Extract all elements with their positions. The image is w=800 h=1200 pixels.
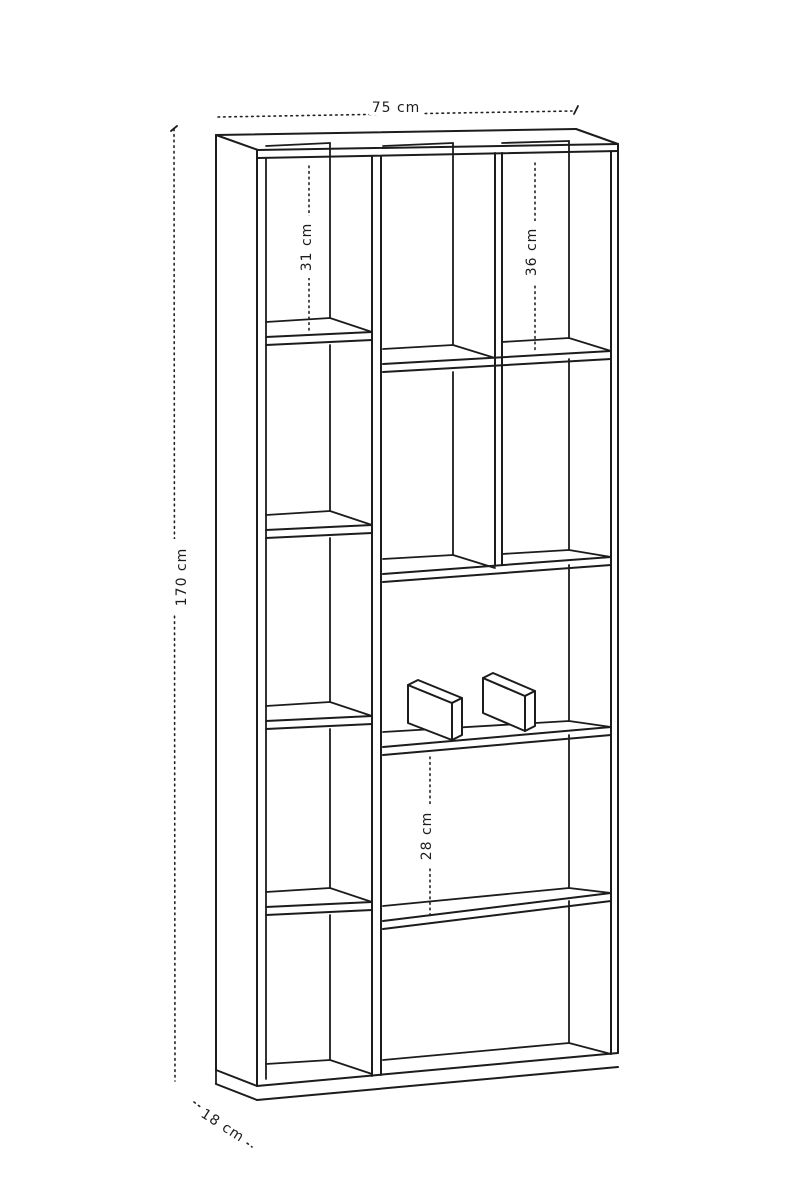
upper-partition: [495, 153, 502, 566]
dim-width-label: 75 cm: [371, 100, 421, 116]
dim-depth: [194, 1102, 252, 1148]
right-side-panel: [611, 144, 618, 1054]
dim-middle-compartment: [417, 757, 435, 916]
dim-left-compartment: [297, 166, 315, 333]
dim-right-compartment-label: 36 cm: [524, 227, 540, 277]
dim-middle-compartment-label: 28 cm: [419, 811, 435, 861]
left-side-panel: [216, 135, 266, 1086]
top-panel: [216, 129, 618, 158]
dim-right-compartment: [522, 163, 540, 351]
center-divider: [372, 156, 381, 1076]
bookend-right: [483, 673, 535, 731]
dim-depth-label: 18 cm: [197, 1105, 248, 1146]
dim-width: [218, 98, 578, 117]
dim-height: [171, 126, 190, 1081]
bookend-left: [408, 680, 462, 740]
left-column-shelves: [266, 143, 372, 1074]
right-section-shelves: [383, 141, 611, 1060]
dim-left-compartment-label: 31 cm: [299, 222, 315, 272]
dim-height-label: 170 cm: [174, 547, 190, 607]
base-panel: [216, 1053, 618, 1100]
